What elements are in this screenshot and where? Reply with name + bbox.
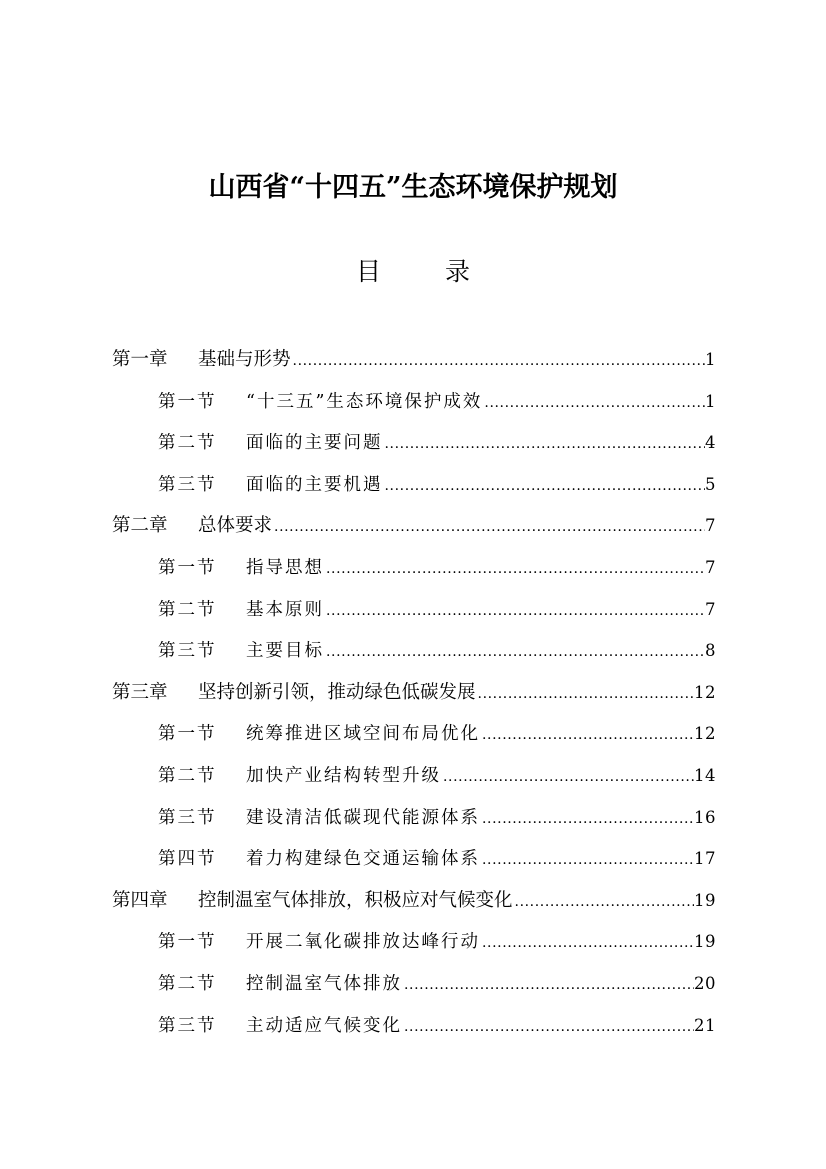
toc-entry-text: 着力构建绿色交通运输体系 bbox=[246, 849, 480, 870]
toc-entry-label: 第三节 bbox=[158, 807, 217, 828]
toc-entry-text: 控制温室气体排放，积极应对气候变化 bbox=[198, 889, 513, 911]
toc-entry-section-4-3[interactable] bbox=[112, 1005, 716, 1047]
toc-entry-section-1-1[interactable] bbox=[112, 381, 716, 423]
toc-entry-chapter-2[interactable] bbox=[112, 505, 716, 547]
toc-entry-label: 第二节 bbox=[158, 765, 217, 786]
dot-leader bbox=[482, 383, 705, 425]
toc-entry-page: 5 bbox=[705, 474, 716, 494]
toc-entry-label: 第三节 bbox=[158, 1015, 217, 1036]
dot-leader bbox=[383, 424, 706, 466]
toc-entry-label: 第四章 bbox=[112, 889, 168, 911]
toc-entry-section-3-3[interactable] bbox=[112, 797, 716, 839]
document-title: 山西省“十四五”生态环境保护规划 bbox=[208, 172, 618, 203]
toc-entry-page: 17 bbox=[694, 849, 716, 869]
toc-entry-text: 总体要求 bbox=[198, 515, 273, 537]
toc-entry-text: 开展二氧化碳排放达峰行动 bbox=[246, 932, 480, 953]
toc-entry-text: 建设清洁低碳现代能源体系 bbox=[246, 807, 480, 828]
dot-leader bbox=[383, 466, 706, 508]
toc-entry-text: 加快产业结构转型升级 bbox=[246, 765, 441, 786]
dot-leader bbox=[402, 1007, 694, 1049]
toc-entry-section-4-1[interactable] bbox=[112, 921, 716, 963]
toc-entry-section-2-3[interactable] bbox=[112, 630, 716, 672]
toc-entry-label: 第一节 bbox=[158, 724, 217, 745]
toc-entry-text: 基础与形势 bbox=[198, 349, 291, 370]
toc-entry-page: 19 bbox=[694, 890, 716, 910]
toc-entry-text: 指导思想 bbox=[246, 557, 324, 578]
toc-entry-section-3-4[interactable] bbox=[112, 838, 716, 880]
toc-entry-label: 第二节 bbox=[158, 599, 217, 620]
toc-entry-label: 第三节 bbox=[158, 474, 217, 495]
toc-entry-label: 第四节 bbox=[158, 849, 217, 870]
toc-entry-page: 14 bbox=[694, 765, 716, 785]
dot-leader bbox=[480, 840, 694, 882]
toc-entry-section-3-1[interactable] bbox=[112, 713, 716, 755]
dot-leader bbox=[480, 923, 694, 965]
dot-leader bbox=[324, 549, 705, 591]
toc-entry-chapter-4[interactable] bbox=[112, 880, 716, 922]
toc-entry-text: 控制温室气体排放 bbox=[246, 973, 402, 994]
toc-entry-chapter-3[interactable] bbox=[112, 672, 716, 714]
toc-entry-section-2-1[interactable] bbox=[112, 547, 716, 589]
toc-entry-page: 1 bbox=[705, 391, 716, 411]
toc-entry-label: 第三章 bbox=[112, 681, 168, 703]
toc-entry-text: 面临的主要问题 bbox=[246, 433, 383, 454]
dot-leader bbox=[402, 965, 694, 1007]
toc-entry-label: 第二章 bbox=[112, 515, 168, 537]
toc-entry-section-1-3[interactable] bbox=[112, 464, 716, 506]
toc-entry-label: 第一节 bbox=[158, 932, 217, 953]
toc-entry-page: 8 bbox=[705, 641, 716, 661]
toc-entry-page: 4 bbox=[705, 433, 716, 453]
toc-entry-label: 第一章 bbox=[112, 349, 168, 370]
toc-entry-page: 7 bbox=[705, 557, 716, 577]
dot-leader bbox=[480, 715, 694, 757]
toc-entry-label: 第一节 bbox=[158, 391, 217, 412]
toc-entry-section-2-2[interactable] bbox=[112, 589, 716, 631]
toc-entry-chapter-1[interactable] bbox=[112, 339, 716, 381]
toc-entry-text: 基本原则 bbox=[246, 599, 324, 620]
dot-leader bbox=[272, 507, 705, 549]
toc-entry-text: 面临的主要机遇 bbox=[246, 474, 383, 495]
dot-leader bbox=[324, 591, 705, 633]
toc-entry-page: 7 bbox=[705, 516, 716, 536]
table-of-contents bbox=[112, 339, 716, 1046]
toc-entry-section-4-2[interactable] bbox=[112, 963, 716, 1005]
toc-entry-page: 20 bbox=[694, 973, 716, 993]
dot-leader bbox=[480, 799, 694, 841]
toc-entry-label: 第二节 bbox=[158, 973, 217, 994]
dot-leader bbox=[441, 757, 694, 799]
toc-entry-section-1-2[interactable] bbox=[112, 422, 716, 464]
toc-entry-page: 21 bbox=[694, 1015, 716, 1035]
dot-leader bbox=[476, 674, 694, 716]
toc-entry-section-3-2[interactable] bbox=[112, 755, 716, 797]
toc-entry-page: 19 bbox=[694, 932, 716, 952]
dot-leader bbox=[324, 632, 705, 674]
toc-entry-label: 第二节 bbox=[158, 433, 217, 454]
toc-entry-text: 主要目标 bbox=[246, 641, 324, 662]
toc-heading: 目 录 bbox=[356, 257, 498, 286]
toc-entry-page: 12 bbox=[694, 682, 716, 702]
toc-entry-label: 第一节 bbox=[158, 557, 217, 578]
toc-entry-page: 1 bbox=[705, 350, 716, 369]
toc-entry-page: 12 bbox=[694, 724, 716, 744]
toc-entry-page: 16 bbox=[694, 807, 716, 827]
dot-leader bbox=[513, 882, 694, 924]
toc-entry-label: 第三节 bbox=[158, 641, 217, 662]
toc-entry-page: 7 bbox=[705, 599, 716, 619]
toc-entry-text: 坚持创新引领，推动绿色低碳发展 bbox=[198, 681, 476, 703]
toc-entry-text: 统筹推进区域空间布局优化 bbox=[246, 724, 480, 745]
toc-entry-text: “十三五”生态环境保护成效 bbox=[246, 391, 483, 412]
dot-leader bbox=[291, 341, 705, 383]
toc-entry-text: 主动适应气候变化 bbox=[246, 1015, 402, 1036]
